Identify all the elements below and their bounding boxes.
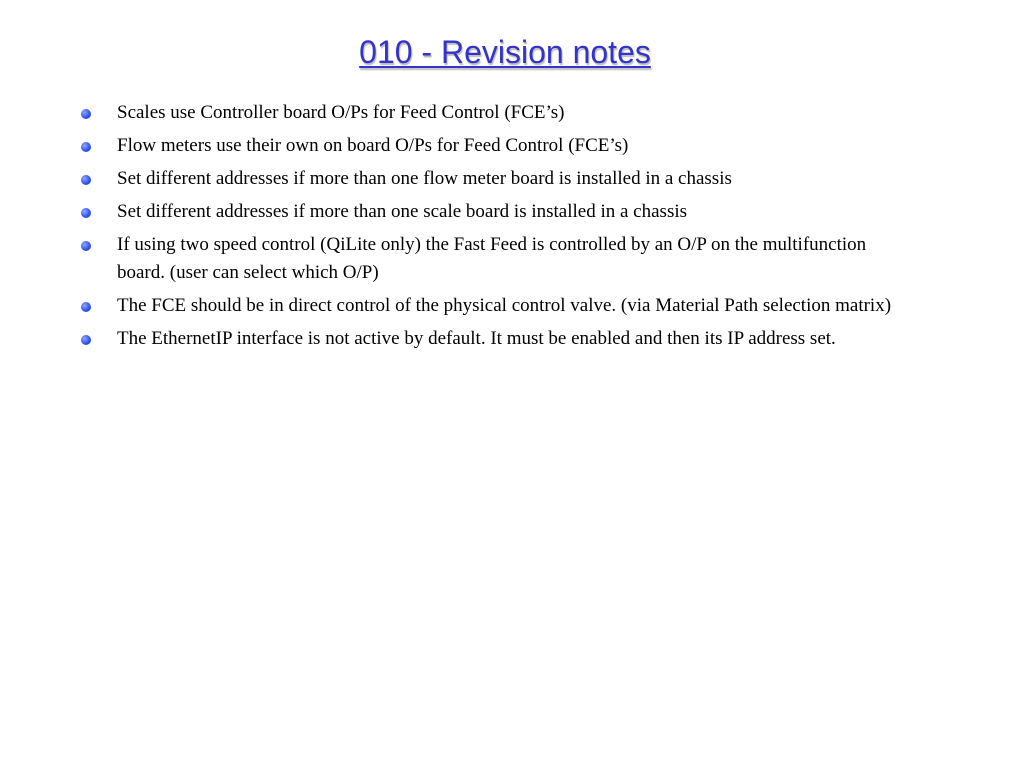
bullet-list: [76, 99, 916, 358]
bullet-item: [76, 132, 916, 160]
bullet-text: The FCE should be in direct control of the physical control valve. (via Material Path selection matrix): [117, 295, 892, 316]
bullet-dot-icon: [81, 335, 91, 345]
bullet-dot-icon: [81, 208, 91, 218]
bullet-text: Scales use Controller board O/Ps for Feed Control (FCE’s): [117, 102, 565, 123]
bullet-item: [76, 165, 916, 193]
bullet-item: [76, 99, 916, 127]
slide-title: 010 - Revision notes: [359, 34, 651, 70]
bullet-item: [76, 231, 916, 287]
bullet-dot-icon: [81, 302, 91, 312]
bullet-item: [76, 325, 916, 353]
bullet-dot-icon: [81, 109, 91, 119]
bullet-dot-icon: [81, 142, 91, 152]
bullet-text: Set different addresses if more than one flow meter board is installed in a chassis: [117, 168, 732, 189]
bullet-text: The EthernetIP interface is not active by default. It must be enabled and then its IP address set.: [117, 328, 836, 349]
bullet-dot-icon: [81, 241, 91, 251]
bullet-item: [76, 198, 916, 226]
bullet-dot-icon: [81, 175, 91, 185]
bullet-text: Set different addresses if more than one scale board is installed in a chassis: [117, 201, 688, 222]
bullet-item: [76, 292, 916, 320]
bullet-text: Flow meters use their own on board O/Ps for Feed Control (FCE’s): [117, 135, 629, 156]
bullet-text: If using two speed control (QiLite only) the Fast Feed is controlled by an O/P on the multifunction board. (user can select which O/P): [117, 234, 867, 283]
